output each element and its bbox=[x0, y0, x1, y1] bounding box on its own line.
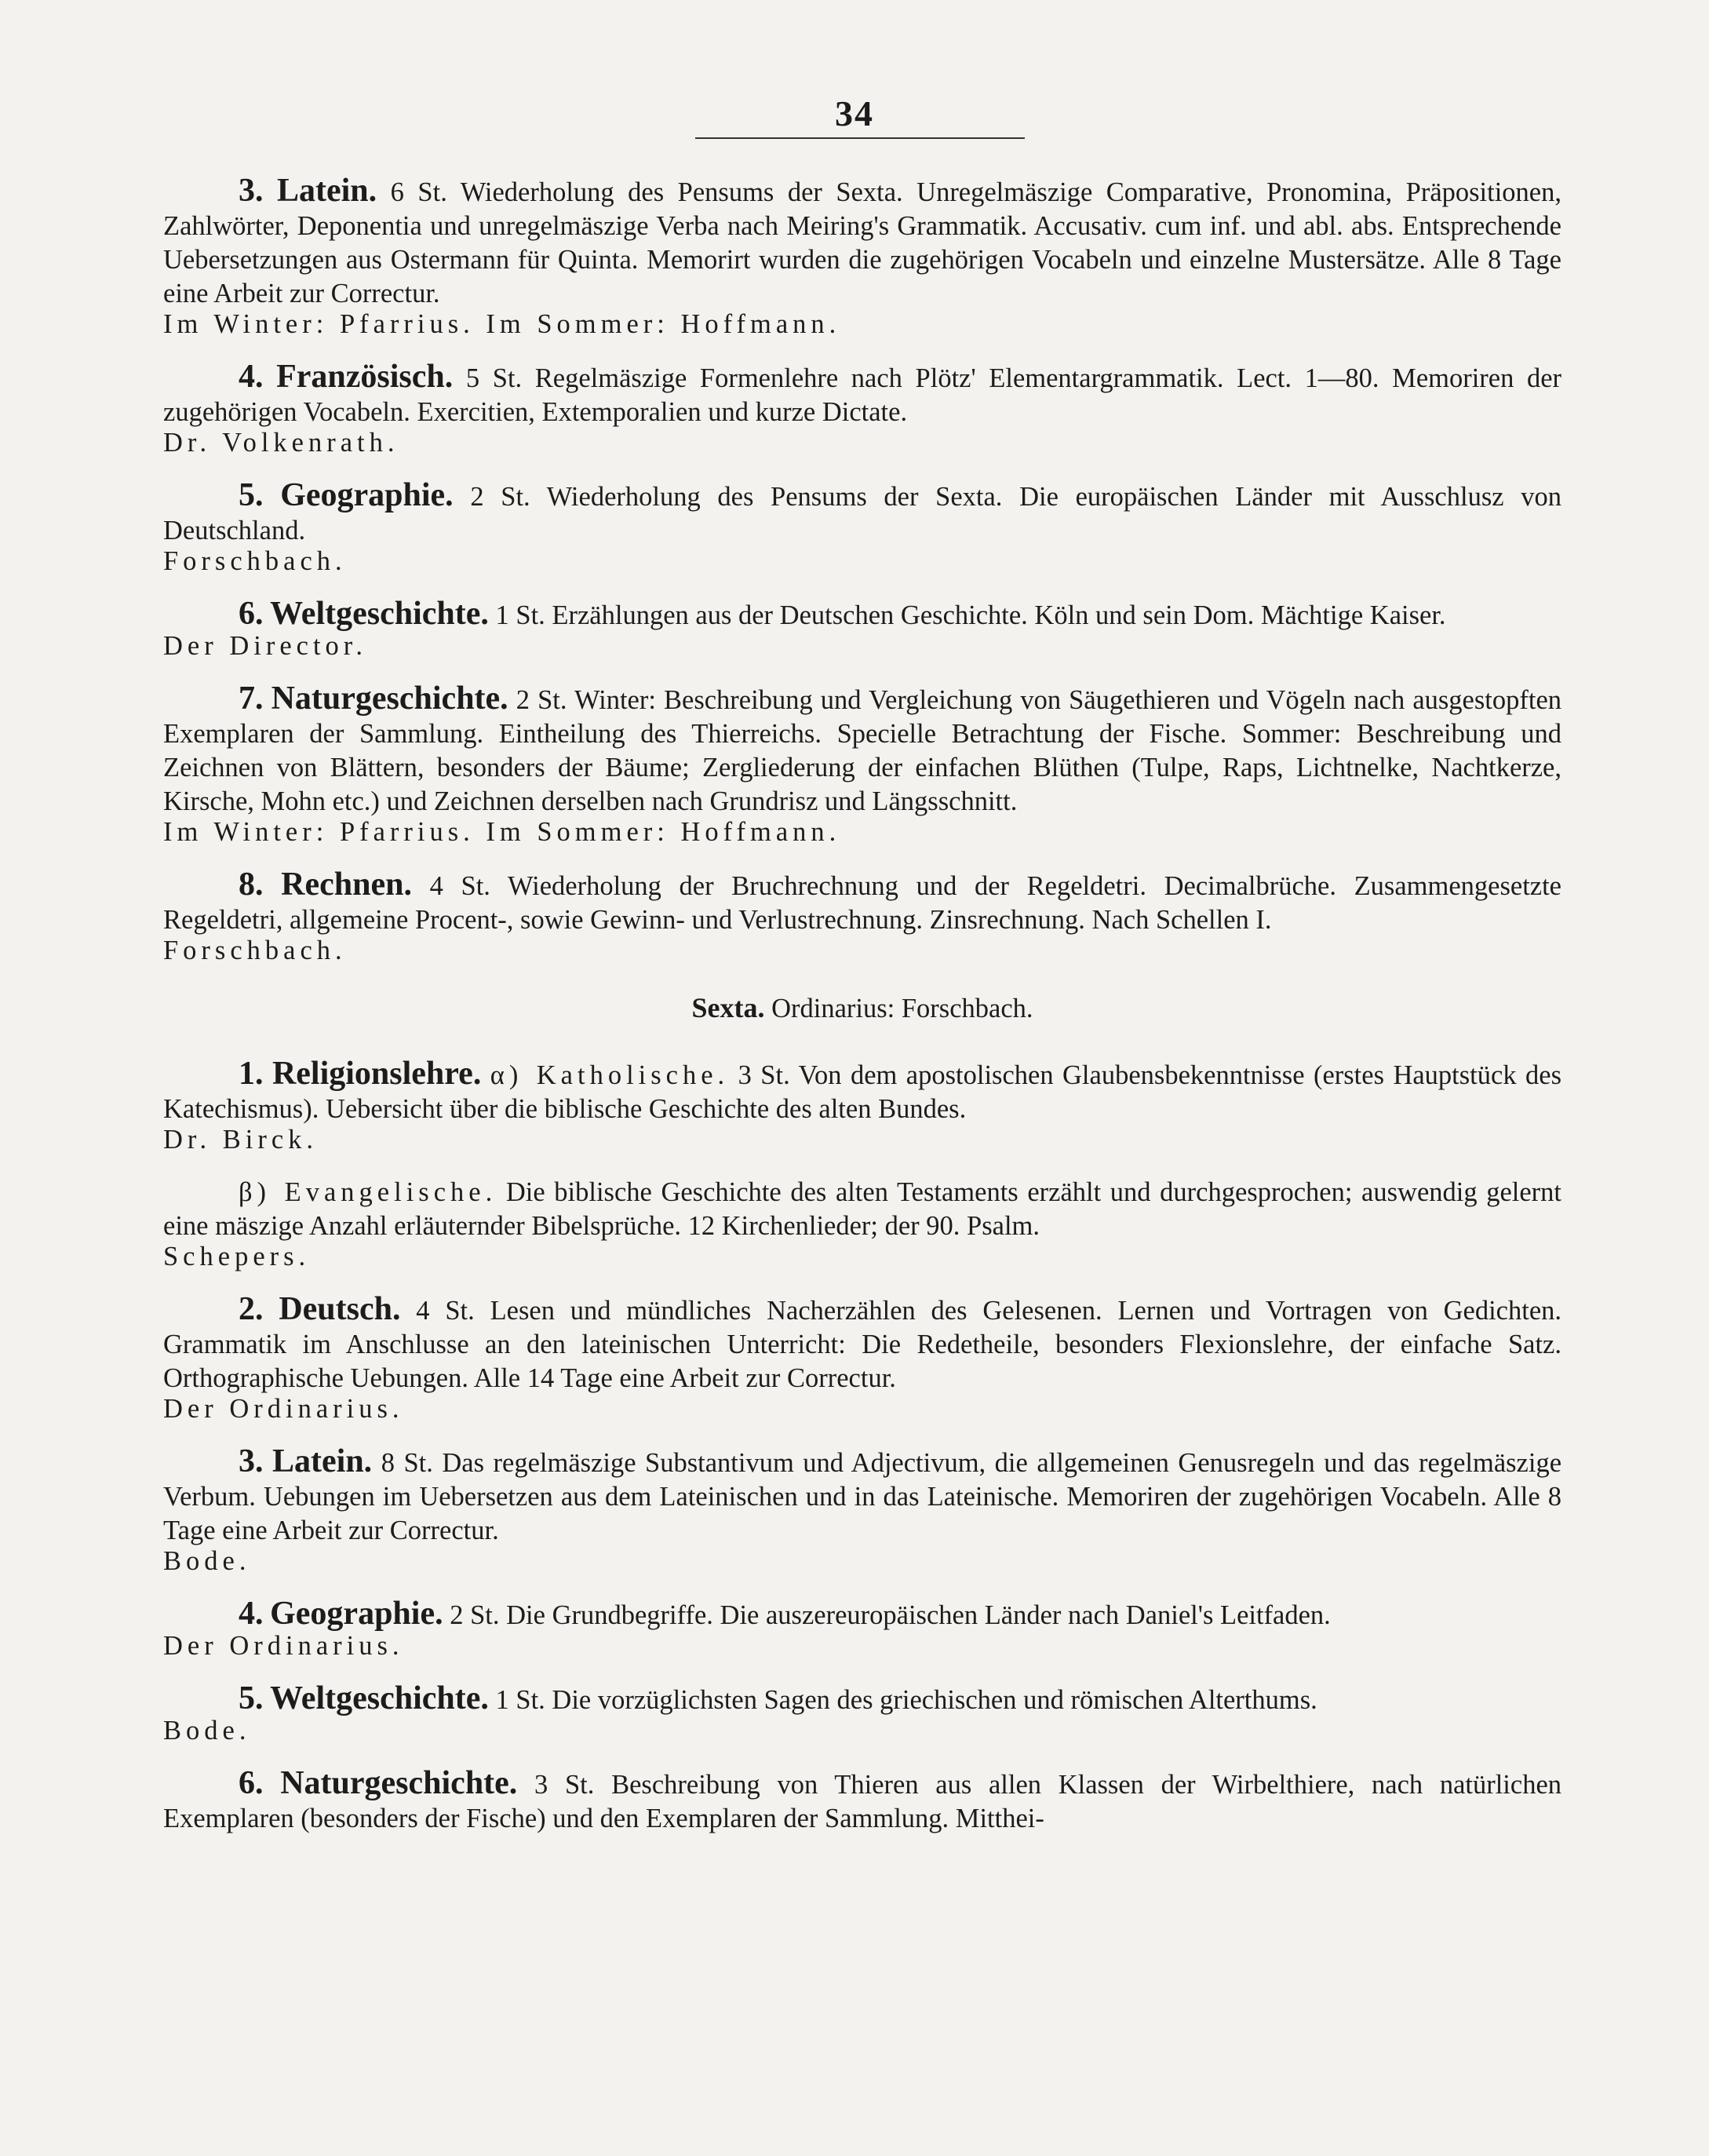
section-subject: Französisch. bbox=[276, 359, 454, 395]
section-number: 3. bbox=[239, 1443, 264, 1479]
section-number: 3. bbox=[239, 173, 264, 209]
section-text: Lesen und mündliches Nacherzählen des Gelesenen. Lernen und Vortragen von Gedichten. Grammatik im Anschlusse an den lateinischen Unterricht: Die Redetheile, besonders Flexionslehre, der einfache Satz. Orthographische Uebungen. Alle 14 Tage eine Arbeit zur Correctur. bbox=[163, 1296, 1562, 1393]
section-text: Regelmäszige Formenlehre nach Plötz' Elementargrammatik. Lect. 1—80. Memoriren der zugehörigen Vocabeln. Exercitien, Extemporalien und kurze Dictate. bbox=[163, 363, 1562, 427]
section-latein-quinta bbox=[163, 174, 1561, 341]
section-subject: Geographie. bbox=[280, 477, 454, 513]
section-hours: 6 St. bbox=[390, 177, 447, 207]
header-rule bbox=[695, 137, 1025, 139]
section-geographie-sexta bbox=[163, 1597, 1561, 1663]
section-hours: 4 St. bbox=[416, 1296, 475, 1326]
section-signature: Dr. Birck. bbox=[163, 1125, 319, 1155]
section-text: Die vorzüglichsten Sagen des griechischen und römischen Alterthums. bbox=[552, 1685, 1317, 1715]
section-hours: 3 St. bbox=[534, 1770, 595, 1800]
section-subject: Deutsch. bbox=[279, 1291, 401, 1327]
section-signature: Der Ordinarius. bbox=[163, 1631, 404, 1661]
section-number: 4. bbox=[239, 359, 264, 395]
section-latein-sexta bbox=[163, 1445, 1561, 1578]
section-signature: Im Winter: Pfarrius. Im Sommer: Hoffmann. bbox=[163, 309, 841, 339]
section-signature: Der Ordinarius. bbox=[163, 1394, 404, 1424]
section-weltgeschichte-sexta bbox=[163, 1682, 1561, 1748]
section-hours: 5 St. bbox=[465, 363, 523, 393]
section-subject: Religionslehre. bbox=[271, 1056, 482, 1092]
section-hours: 1 St. bbox=[495, 600, 545, 630]
section-subject: Naturgeschichte. bbox=[271, 680, 508, 717]
section-hours: 2 St. bbox=[450, 1600, 500, 1630]
section-signature: Im Winter: Pfarrius. Im Sommer: Hoffmann. bbox=[163, 817, 841, 847]
sexta-ordinarius: Ordinarius: Forschbach. bbox=[771, 994, 1033, 1023]
section-number: 8. bbox=[239, 866, 264, 903]
section-number: 2. bbox=[239, 1291, 264, 1327]
section-weltgeschichte-quinta bbox=[163, 597, 1561, 663]
section-number: 7. bbox=[239, 680, 264, 717]
section-signature: Schepers. bbox=[163, 1242, 311, 1271]
section-text: Wiederholung der Bruchrechnung und der Regeldetri. Decimalbrüche. Zusammengesetzte Regeldetri, allgemeine Procent-, sowie Gewinn- und Verlustrechnung. Zinsrechnung. Nach Schellen I. bbox=[163, 871, 1561, 935]
section-hours: 3 St. bbox=[738, 1060, 790, 1090]
section-deutsch bbox=[163, 1293, 1561, 1426]
section-number: 6. bbox=[239, 1765, 264, 1801]
religion-part-b-label: β) Evangelische. bbox=[239, 1177, 497, 1207]
section-number: 5. bbox=[239, 1680, 264, 1716]
section-subject: Geographie. bbox=[270, 1596, 443, 1632]
section-religionslehre bbox=[163, 1057, 1561, 1157]
section-signature: Bode. bbox=[163, 1716, 251, 1746]
section-naturgeschichte-sexta bbox=[163, 1767, 1561, 1836]
section-signature: Forschbach. bbox=[163, 546, 347, 576]
section-text: Erzählungen aus der Deutschen Geschichte. Köln und sein Dom. Mächtige Kaiser. bbox=[552, 600, 1446, 630]
section-subject: Weltgeschichte. bbox=[270, 596, 489, 632]
section-franzoesisch bbox=[163, 360, 1561, 460]
section-signature: Bode. bbox=[163, 1546, 251, 1576]
section-text: Wiederholung des Pensums der Sexta. Die europäischen Länder mit Ausschlusz von Deutschland. bbox=[163, 482, 1561, 545]
section-number: 6. bbox=[239, 596, 264, 632]
section-subject: Latein. bbox=[277, 173, 377, 209]
section-text: Die Grundbegriffe. Die auszereuropäischen Länder nach Daniel's Leitfaden. bbox=[506, 1600, 1331, 1630]
section-religionslehre-evangelisch bbox=[163, 1176, 1561, 1274]
sexta-section bbox=[163, 1057, 1561, 1836]
sexta-title: Sexta. bbox=[691, 992, 765, 1023]
section-signature: Forschbach. bbox=[163, 936, 347, 965]
section-hours: 2 St. bbox=[470, 482, 530, 512]
section-subject: Latein. bbox=[272, 1443, 373, 1479]
section-text: Winter: Beschreibung und Vergleichung von Säugethieren und Vögeln nach ausgestopften Exemplaren der Sammlung. Eintheilung des Thierreichs. Specielle Betrachtung der Fische. Sommer: Beschreibung und Zeichnen von Blättern, besonders der Bäume; Zergliederung der einfachen Blüthen (Tulpe, Raps, Lichtnelke, Nachtkerze, Kirsche, Mohn etc.) und Zeichnen derselben nach Grundrisz und Längsschnitt. bbox=[163, 685, 1562, 816]
section-signature: Dr. Volkenrath. bbox=[163, 428, 399, 458]
section-hours: 4 St. bbox=[429, 871, 490, 901]
section-signature: Der Director. bbox=[163, 631, 368, 661]
document-body bbox=[163, 174, 1561, 1855]
section-text: Die biblische Geschichte des alten Testaments erzählt und durchgesprochen; auswendig gelernt eine mäszige Anzahl erläuternder Bibelsprüche. 12 Kirchenlieder; der 90. Psalm. bbox=[163, 1177, 1561, 1241]
quinta-section bbox=[163, 174, 1561, 968]
section-subject: Weltgeschichte. bbox=[270, 1680, 489, 1716]
section-rechnen bbox=[163, 868, 1561, 968]
section-subject: Rechnen. bbox=[281, 866, 412, 903]
section-text: Von dem apostolischen Glaubensbekenntnisse (erstes Hauptstück des Katechismus). Uebersicht über die biblische Geschichte des alten Bundes. bbox=[163, 1060, 1562, 1124]
section-hours: 1 St. bbox=[495, 1685, 545, 1715]
sexta-heading bbox=[163, 991, 1561, 1026]
section-number: 1. bbox=[239, 1056, 264, 1092]
section-geographie-quinta bbox=[163, 479, 1561, 578]
section-hours: 8 St. bbox=[381, 1448, 433, 1478]
page-number: 34 bbox=[835, 93, 874, 133]
section-text: Beschreibung von Thieren aus allen Klassen der Wirbelthiere, nach natürlichen Exemplaren (besonders der Fische) und den Exemplaren der Sammlung. Mitthei- bbox=[163, 1770, 1562, 1833]
section-text: Wiederholung des Pensums der Sexta. Unregelmäszige Comparative, Pronomina, Präpositionen, Zahlwörter, Deponentia und unregelmäszige Verba nach Meiring's Grammatik. Accusativ. cum inf. und abl. abs. Entsprechende Uebersetzungen aus Ostermann für Quinta. Memorirt wurden die zugehörigen Vocabeln und einzelne Mustersätze. Alle 8 Tage eine Arbeit zur Correctur. bbox=[163, 177, 1561, 308]
section-number: 4. bbox=[239, 1596, 264, 1632]
section-subject: Naturgeschichte. bbox=[280, 1765, 518, 1801]
section-hours: 2 St. bbox=[516, 685, 567, 715]
section-number: 5. bbox=[239, 477, 264, 513]
section-naturgeschichte-quinta bbox=[163, 682, 1561, 849]
section-text: Das regelmäszige Substantivum und Adjectivum, die allgemeinen Genusregeln und das regelmäszige Verbum. Uebungen im Uebersetzen aus dem Lateinischen und in das Lateinische. Memoriren der zugehörigen Vocabeln. Alle 8 Tage eine Arbeit zur Correctur. bbox=[163, 1448, 1562, 1545]
religion-part-a-label: α) Katholische. bbox=[490, 1060, 730, 1090]
